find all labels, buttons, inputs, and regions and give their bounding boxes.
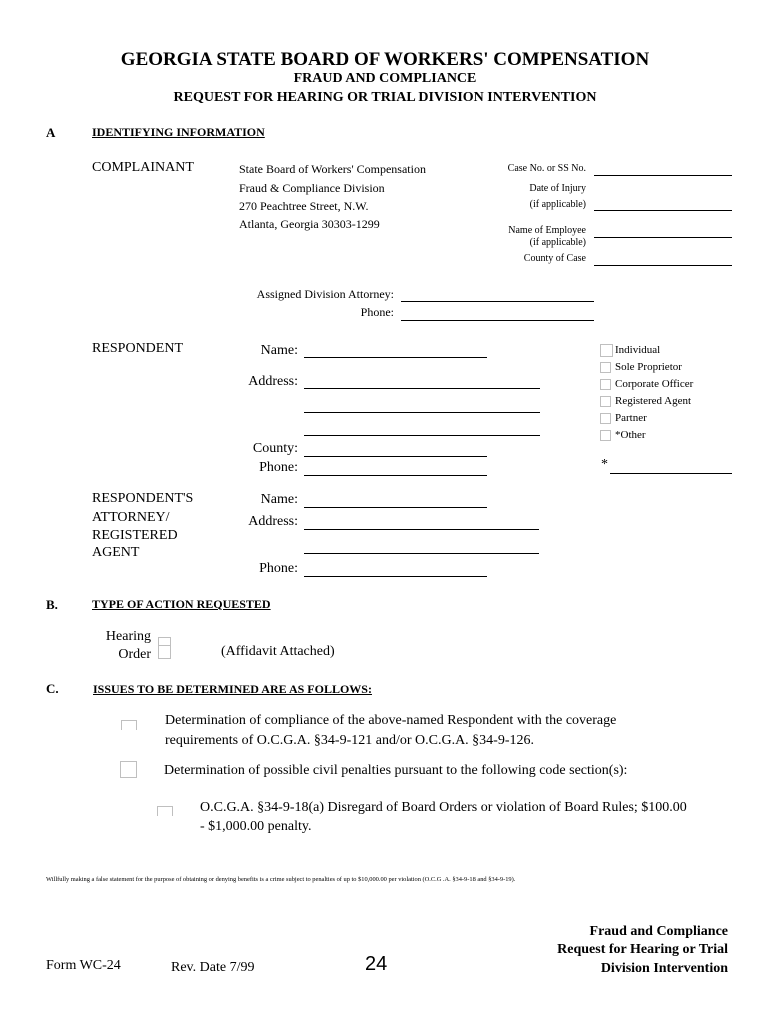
case-no-field[interactable] bbox=[594, 175, 732, 176]
form-title: GEORGIA STATE BOARD OF WORKERS' COMPENSATION bbox=[120, 49, 650, 70]
section-a-letter: A bbox=[46, 125, 56, 140]
county-case-label: County of Case bbox=[523, 253, 586, 264]
resp-attorney-label-3: REGISTERED bbox=[92, 528, 178, 543]
resp-attorney-label-2: ATTORNEY/ bbox=[92, 510, 170, 525]
issue-board-orders-line-2: - $1,000.00 penalty. bbox=[200, 819, 312, 834]
ra-name-label: Name: bbox=[260, 492, 298, 507]
respondent-address-field-1[interactable] bbox=[304, 388, 540, 389]
date-injury-field[interactable] bbox=[594, 210, 732, 211]
other-asterisk: * bbox=[601, 457, 608, 472]
corporate-officer-checkbox[interactable] bbox=[600, 379, 611, 390]
case-no-label: Case No. or SS No. bbox=[507, 163, 586, 174]
footer-title-2: Request for Hearing or Trial bbox=[557, 942, 728, 957]
order-label: Order bbox=[118, 647, 151, 662]
section-c-heading: ISSUES TO BE DETERMINED ARE AS FOLLOWS: bbox=[93, 682, 372, 696]
form-number: Form WC-24 bbox=[46, 958, 121, 973]
attorney-phone-label: Phone: bbox=[360, 305, 394, 319]
date-injury-sub: (if applicable) bbox=[529, 199, 586, 210]
partner-checkbox[interactable] bbox=[600, 413, 611, 424]
registered-agent-label: Registered Agent bbox=[615, 395, 692, 407]
respondent-county-label: County: bbox=[252, 441, 298, 456]
attorney-phone-field[interactable] bbox=[401, 320, 594, 321]
issue-penalties-checkbox[interactable] bbox=[120, 761, 137, 778]
false-statement-warning: Willfully making a false statement for the purpose of obtaining or denying benefits is a crime subject to penalties of up to $10,000.00 per violation (O.C.G .A. §34-9-18 and §34-9-19). bbox=[46, 876, 516, 883]
complainant-label: COMPLAINANT bbox=[92, 160, 194, 175]
revision-date: Rev. Date 7/99 bbox=[171, 960, 255, 975]
other-label: *Other bbox=[615, 429, 646, 441]
issue-coverage-checkbox[interactable] bbox=[121, 720, 137, 730]
respondent-address-field-2[interactable] bbox=[304, 412, 540, 413]
section-a-heading: IDENTIFYING INFORMATION bbox=[92, 125, 265, 139]
footer-title-1: Fraud and Compliance bbox=[589, 924, 728, 939]
other-checkbox[interactable] bbox=[600, 430, 611, 441]
section-c-letter: C. bbox=[46, 681, 59, 696]
ra-name-field[interactable] bbox=[304, 507, 487, 508]
complainant-address-4: Atlanta, Georgia 30303-1299 bbox=[239, 217, 380, 231]
respondent-phone-field[interactable] bbox=[304, 475, 487, 476]
respondent-address-label: Address: bbox=[248, 374, 298, 389]
other-specify-field[interactable] bbox=[610, 473, 732, 474]
sole-proprietor-label: Sole Proprietor bbox=[615, 361, 682, 373]
ra-address-field-2[interactable] bbox=[304, 553, 539, 554]
ra-phone-field[interactable] bbox=[304, 576, 487, 577]
individual-label: Individual bbox=[615, 344, 661, 356]
ra-address-label: Address: bbox=[248, 514, 298, 529]
respondent-name-label: Name: bbox=[260, 343, 298, 358]
employee-name-field[interactable] bbox=[594, 237, 732, 238]
issue-board-orders-checkbox[interactable] bbox=[157, 806, 173, 816]
assigned-attorney-field[interactable] bbox=[401, 301, 594, 302]
complainant-address-2: Fraud & Compliance Division bbox=[239, 181, 385, 195]
resp-attorney-label-1: RESPONDENT'S bbox=[92, 491, 194, 506]
registered-agent-checkbox[interactable] bbox=[600, 396, 611, 407]
assigned-attorney-label: Assigned Division Attorney: bbox=[256, 287, 394, 301]
date-injury-label: Date of Injury bbox=[529, 183, 586, 194]
issue-coverage-line-2: requirements of O.C.G.A. §34-9-121 and/or O.C.G.A. §34-9-126. bbox=[165, 733, 534, 748]
hearing-label: Hearing bbox=[105, 629, 151, 644]
respondent-address-field-3[interactable] bbox=[304, 435, 540, 436]
form-subtitle-1: FRAUD AND COMPLIANCE bbox=[293, 71, 477, 86]
complainant-address-3: 270 Peachtree Street, N.W. bbox=[239, 199, 369, 213]
respondent-county-field[interactable] bbox=[304, 456, 487, 457]
individual-checkbox[interactable] bbox=[600, 344, 613, 357]
respondent-name-field[interactable] bbox=[304, 357, 487, 358]
footer-title-3: Division Intervention bbox=[600, 961, 728, 976]
order-checkbox[interactable] bbox=[158, 645, 171, 659]
sole-proprietor-checkbox[interactable] bbox=[600, 362, 611, 373]
ra-address-field-1[interactable] bbox=[304, 529, 539, 530]
employee-name-label: Name of Employee bbox=[508, 225, 586, 236]
respondent-label: RESPONDENT bbox=[92, 341, 184, 356]
corporate-officer-label: Corporate Officer bbox=[615, 378, 694, 390]
issue-board-orders-line-1: O.C.G.A. §34-9-18(a) Disregard of Board Orders or violation of Board Rules; $100.00 bbox=[200, 800, 687, 815]
resp-attorney-label-4: AGENT bbox=[92, 545, 140, 560]
form-subtitle-2: REQUEST FOR HEARING OR TRIAL DIVISION INTERVENTION bbox=[173, 90, 597, 105]
section-b-heading: TYPE OF ACTION REQUESTED bbox=[92, 597, 271, 611]
issue-coverage-line-1: Determination of compliance of the above-named Respondent with the coverage bbox=[165, 713, 617, 728]
employee-name-sub: (if applicable) bbox=[529, 237, 586, 248]
partner-label: Partner bbox=[615, 412, 647, 424]
county-case-field[interactable] bbox=[594, 265, 732, 266]
complainant-address-1: State Board of Workers' Compensation bbox=[239, 162, 426, 176]
issue-penalties-text: Determination of possible civil penalties pursuant to the following code section(s): bbox=[164, 763, 628, 778]
ra-phone-label: Phone: bbox=[259, 561, 298, 576]
respondent-phone-label: Phone: bbox=[259, 460, 298, 475]
affidavit-attached: (Affidavit Attached) bbox=[221, 644, 335, 659]
page-number: 24 bbox=[365, 953, 388, 975]
section-b-letter: B. bbox=[46, 597, 58, 612]
